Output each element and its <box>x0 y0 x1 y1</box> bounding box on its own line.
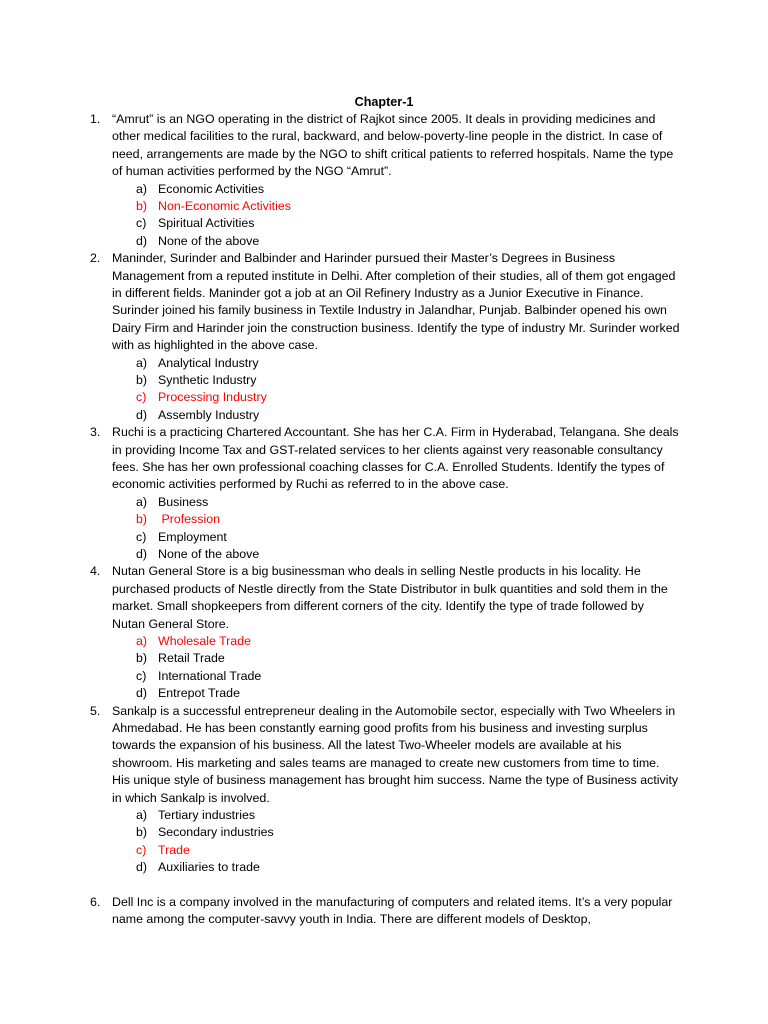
option-letter: b) <box>136 825 148 840</box>
option-text: None of the above <box>158 233 260 248</box>
question-text: Dell Inc is a company involved in the manufacturing of computers and related items. It’s a very popular name among the computer-savvy youth in India. There are different models of Desktop, <box>112 894 673 926</box>
option-text: Secondary industries <box>158 825 274 840</box>
option-letter: c) <box>136 529 147 544</box>
answer-option-correct <box>0 198 768 215</box>
question-number: 1. <box>90 112 101 126</box>
option-letter: d) <box>136 407 148 422</box>
question-text: Nutan General Store is a big businessman who deals in selling Nestle products in his locality. He purchased products of Nestle directly from the State Distributor in bulk quantities and sold them in the market. Small shopkeepers from different corners of the city. Identify the type of trade followed by Nutan General Store. <box>112 564 668 631</box>
question-item <box>0 563 768 702</box>
answer-options <box>0 807 768 877</box>
question-text: Sankalp is a successful entrepreneur dealing in the Automobile sector, especially with Two Wheelers in Ahmedabad. He has been constantly earning good profits from his business and investing surplus towards the expansion of his business. All the latest Two-Wheeler models are available at his showroom. His marketing and sales teams are managed to create new customers from time to time. His unique style of business management has brought him success. Name the type of Business activity in which Sankalp is involved. <box>112 703 679 805</box>
option-letter: b) <box>136 651 148 666</box>
question-list <box>0 111 768 928</box>
answer-option-correct <box>0 842 768 859</box>
option-text: None of the above <box>158 546 260 561</box>
option-text: Tertiary industries <box>158 808 256 822</box>
answer-options <box>0 181 768 251</box>
option-letter: b) <box>136 199 148 214</box>
option-letter: c) <box>136 842 147 857</box>
answer-option <box>0 824 768 841</box>
option-text: Processing Industry <box>158 390 267 405</box>
option-text: Profession <box>158 512 220 527</box>
answer-option <box>0 407 768 424</box>
option-text: Entrepot Trade <box>158 686 240 701</box>
question-item <box>0 894 768 929</box>
question-item <box>0 703 768 877</box>
answer-options <box>0 494 768 564</box>
option-text: Auxiliaries to trade <box>158 860 260 875</box>
answer-option <box>0 650 768 667</box>
answer-option <box>0 668 768 685</box>
answer-options <box>0 355 768 425</box>
option-text: Business <box>158 494 209 509</box>
question-item <box>0 111 768 250</box>
option-text: Trade <box>158 842 190 857</box>
option-letter: d) <box>136 233 148 248</box>
option-letter: b) <box>136 373 148 388</box>
option-letter: c) <box>136 668 147 683</box>
question-text: Ruchi is a practicing Chartered Accountant. She has her C.A. Firm in Hyderabad, Telangana. She deals in providing Income Tax and GST-related services to her clients against very reasonable consultancy fees. She has her own professional coaching classes for C.A. Enrolled Students. Identify the types of economic activities performed by Ruchi as referred to in the above case. <box>112 425 679 492</box>
option-letter: d) <box>136 546 148 561</box>
option-text: Synthetic Industry <box>158 373 257 388</box>
answer-option-correct <box>0 633 768 650</box>
option-text: Spiritual Activities <box>158 216 255 231</box>
answer-option <box>0 215 768 232</box>
option-text: Analytical Industry <box>158 355 259 370</box>
answer-options <box>0 633 768 703</box>
option-letter: a) <box>136 808 148 822</box>
answer-option <box>0 494 768 511</box>
option-letter: a) <box>136 634 148 648</box>
question-text: “Amrut” is an NGO operating in the district of Rajkot since 2005. It deals in providing medicines and other medical facilities to the rural, backward, and below-poverty-line people in the district. In case of need, arrangements are made by the NGO to shift critical patients to referred hospitals. Name the type of human activities performed by the NGO “Amrut”. <box>112 112 674 179</box>
option-text: Assembly Industry <box>158 407 260 422</box>
option-letter: b) <box>136 512 148 527</box>
option-text: Wholesale Trade <box>158 634 251 648</box>
question-number: 4. <box>90 564 101 579</box>
answer-option <box>0 859 768 876</box>
question-number: 5. <box>90 703 101 718</box>
answer-option <box>0 372 768 389</box>
option-letter: a) <box>136 181 148 196</box>
answer-option <box>0 355 768 372</box>
option-text: Retail Trade <box>158 651 225 666</box>
option-letter: c) <box>136 390 147 405</box>
question-item <box>0 424 768 563</box>
option-letter: a) <box>136 494 148 509</box>
option-letter: d) <box>136 860 148 875</box>
option-text: Economic Activities <box>158 181 265 196</box>
answer-option <box>0 181 768 198</box>
option-letter: c) <box>136 216 147 231</box>
answer-option <box>0 546 768 563</box>
question-text: Maninder, Surinder and Balbinder and Harinder pursued their Master’s Degrees in Business Management from a reputed institute in Delhi. After completion of their studies, all of them got engaged in different fields. Maninder got a job at an Oil Refinery Industry as a Junior Executive in Finance. Surinder joined his family business in Textile Industry in Jalandhar, Punjab. Balbinder opened his own Dairy Firm and Harinder join the construction business. Identify the type of industry Mr. Surinder worked with as highlighted in the above case. <box>112 251 680 353</box>
answer-option-correct <box>0 389 768 406</box>
answer-option <box>0 529 768 546</box>
question-item <box>0 250 768 424</box>
option-text: International Trade <box>158 668 262 683</box>
option-text: Non-Economic Activities <box>158 199 291 214</box>
chapter-title: Chapter-1 <box>354 95 414 109</box>
answer-option-correct <box>0 511 768 528</box>
question-number: 2. <box>90 251 101 266</box>
answer-option <box>0 807 768 824</box>
question-number: 3. <box>90 425 101 440</box>
question-number: 6. <box>90 894 101 909</box>
answer-option <box>0 233 768 250</box>
option-text: Employment <box>158 529 227 544</box>
answer-option <box>0 685 768 702</box>
option-letter: a) <box>136 355 148 370</box>
option-letter: d) <box>136 686 148 701</box>
